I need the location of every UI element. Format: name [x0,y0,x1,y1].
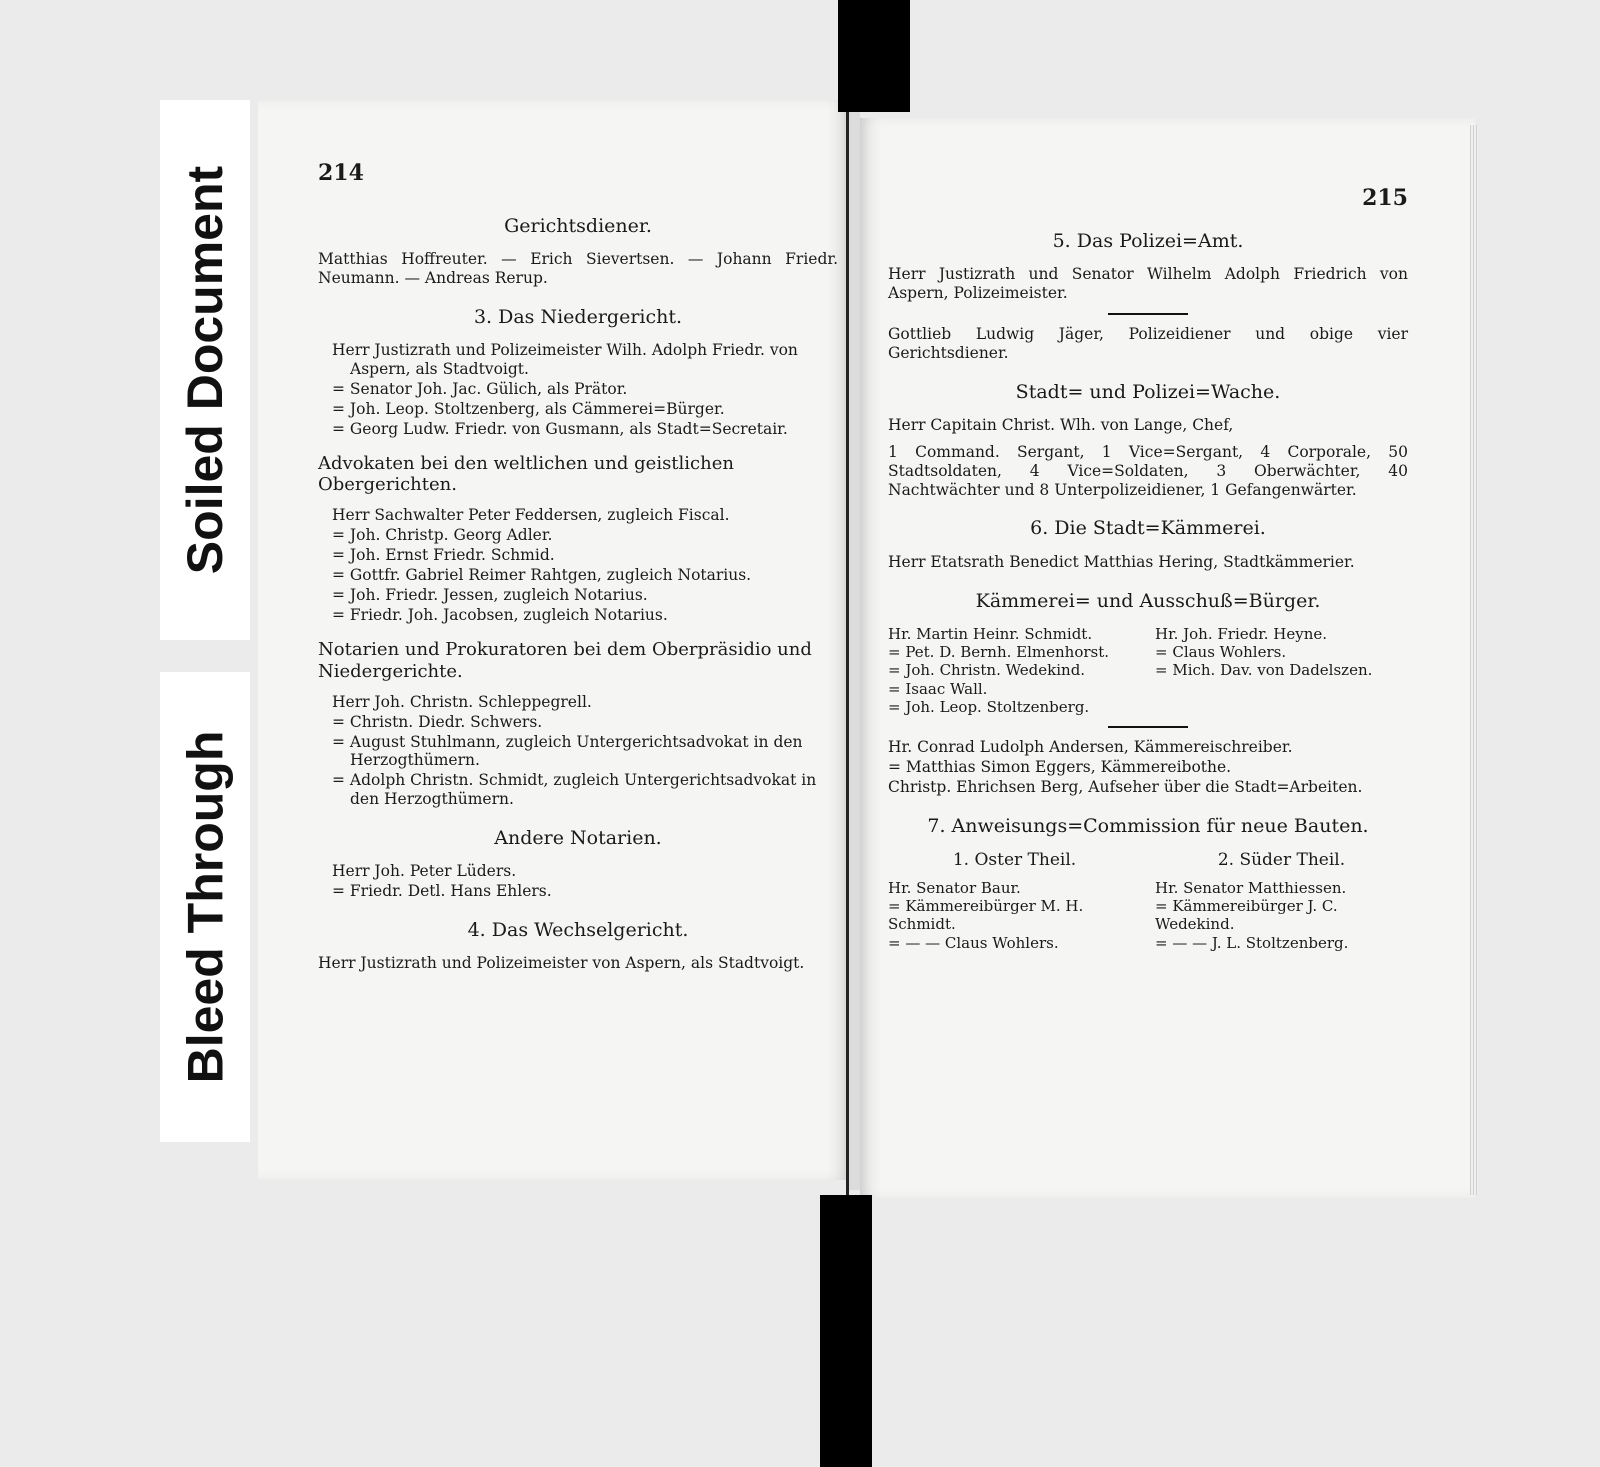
section-heading: Stadt= und Polizei=Wache. [1015,380,1281,403]
left-page-content [318,160,838,973]
section-heading: 4. Das Wechselgericht. [467,919,689,942]
list-item: = Joh. Christn. Wedekind. [888,661,1086,680]
divider [1108,726,1188,728]
list-item: Christp. Ehrichsen Berg, Aufseher über die Stadt=Arbeiten. [888,777,1363,796]
list-item: = Kämmereibürger M. H. Schmidt. [888,897,1084,934]
entry-list [888,738,1408,797]
page-number: 214 [318,160,364,186]
list-item: = Joh. Friedr. Jessen, zugleich Notarius. [332,586,648,605]
list-item: Hr. Martin Heinr. Schmidt. [888,624,1093,643]
list-item: Hr. Senator Baur. [888,878,1021,897]
entry-list [318,693,838,809]
list-item: = Kämmereibürger J. C. Wedekind. [1155,897,1338,934]
list-item: Herr Sachwalter Peter Feddersen, zugleich Fiscal. [332,506,730,525]
column-heading: 1. Oster Theil. [952,850,1077,871]
section-heading: Kämmerei= und Ausschuß=Bürger. [975,589,1321,612]
list-item: Herr Joh. Peter Lüders. [332,862,517,881]
list-item: = Gottfr. Gabriel Reimer Rahtgen, zugleich Notarius. [332,566,752,585]
section-heading: Advokaten bei den weltlichen und geistlichen Obergerichten. [318,452,734,496]
section-heading: 5. Das Polizei=Amt. [1052,229,1244,252]
page-number: 215 [1362,185,1408,211]
list-item: = Isaac Wall. [888,679,988,698]
list-item: Hr. Senator Matthiessen. [1155,878,1347,897]
list-item: = Friedr. Joh. Jacobsen, zugleich Notarius. [332,605,668,624]
right-page-content [888,185,1408,952]
book-spine [846,112,849,1197]
list-item: Hr. Conrad Ludolph Andersen, Kämmereischreiber. [888,738,1293,757]
entry-list [318,506,838,624]
list-item: = Senator Joh. Jac. Gülich, als Prätor. [332,379,628,398]
divider [1108,313,1188,315]
list-item: = Georg Ludw. Friedr. von Gusmann, als Stadt=Secretair. [332,419,788,438]
section-heading: Andere Notarien. [494,827,662,850]
section-text: 1 Command. Sergant, 1 Vice=Sergant, 4 Corporale, 50 Stadtsoldaten, 4 Vice=Soldaten, 3 Oberwächter, 40 Nachtwächter und 8 Unterpolizeidiener, 1 Gefangenwärter. [888,442,1408,499]
binding-tape-top [838,0,910,112]
section-heading: 6. Die Stadt=Kämmerei. [1030,517,1266,540]
list-item: = — — J. L. Stoltzenberg. [1155,933,1349,952]
section-heading: Notarien und Prokuratoren bei dem Oberpräsidio und Niedergerichte. [318,638,812,682]
section-text: Herr Justizrath und Polizeimeister von Aspern, als Stadtvoigt. [318,954,805,973]
section-heading: 7. Anweisungs=Commission für neue Bauten. [927,814,1369,837]
list-item: = August Stuhlmann, zugleich Untergerichtsadvokat in den Herzogthümern. [332,732,803,770]
list-item: = Adolph Christn. Schmidt, zugleich Untergerichtsadvokat in den Herzogthümern. [332,771,817,809]
list-item: Herr Joh. Christn. Schleppegrell. [332,692,592,711]
list-item: Herr Justizrath und Polizeimeister Wilh. Adolph Friedr. von Aspern, als Stadtvoigt. [332,340,798,378]
section-text: Herr Etatsrath Benedict Matthias Hering, Stadtkämmerier. [888,552,1355,571]
list-item: = Joh. Christp. Georg Adler. [332,526,553,545]
list-item: = Claus Wohlers. [1155,642,1287,661]
list-item: = — — Claus Wohlers. [888,933,1059,952]
section-text: Herr Capitain Christ. Wlh. von Lange, Chef, [888,415,1234,434]
list-item: = Matthias Simon Eggers, Kämmereibothe. [888,758,1232,777]
section-text: Herr Justizrath und Senator Wilhelm Adolph Friedrich von Aspern, Polizeimeister. [888,265,1408,302]
section-text: Gottlieb Ludwig Jäger, Polizeidiener und obige vier Gerichtsdiener. [888,324,1408,362]
entry-list [318,862,838,901]
entry-list [318,341,838,439]
list-item: = Mich. Dav. von Dadelszen. [1155,661,1373,680]
column-heading: 2. Süder Theil. [1217,850,1346,871]
bleed-through-label: Bleed Through [160,672,250,1142]
list-item: = Friedr. Detl. Hans Ehlers. [332,882,552,901]
section-heading: Gerichtsdiener. [504,214,652,237]
binding-tape-bottom [820,1195,872,1467]
section-text: Matthias Hoffreuter. — Erich Sievertsen. — Johann Friedr. Neumann. — Andreas Rerup. [318,250,838,287]
book-gutter [848,110,860,1190]
section-heading: 3. Das Niedergericht. [473,305,683,328]
list-item: = Joh. Leop. Stoltzenberg. [888,697,1090,716]
list-item: Hr. Joh. Friedr. Heyne. [1155,624,1328,643]
list-item: = Joh. Leop. Stoltzenberg, als Cämmerei=Bürger. [332,399,725,418]
list-item: = Christn. Diedr. Schwers. [332,712,543,731]
two-column-list [888,625,1408,716]
page-stack-edge [1470,125,1478,1195]
list-item: = Joh. Ernst Friedr. Schmid. [332,546,555,565]
two-column-list [888,850,1408,952]
list-item: = Pet. D. Bernh. Elmenhorst. [888,642,1110,661]
soiled-document-label: Soiled Document [160,100,250,640]
